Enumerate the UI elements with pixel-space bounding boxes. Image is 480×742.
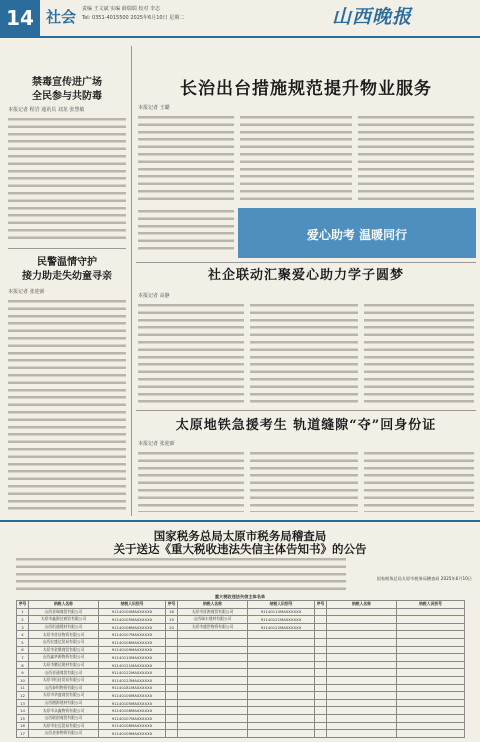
cell-name (178, 631, 248, 639)
cell-seq (315, 646, 327, 654)
cell-id (397, 616, 465, 624)
cell-seq (315, 654, 327, 662)
cell-name: 山西晋瑞商贸有限公司 (29, 608, 99, 616)
main1-col3 (358, 114, 474, 202)
cell-name: 太原市金鼎商贸有限公司 (29, 646, 99, 654)
cell-name: 山西鑫华源物资有限公司 (29, 654, 99, 662)
cell-id: 91140181MA0XXXXX (99, 684, 166, 692)
header-name: 纳税人名称 (178, 601, 248, 609)
cell-seq (315, 623, 327, 631)
cell-seq (315, 638, 327, 646)
cell-seq: 7 (17, 654, 29, 662)
cell-seq (166, 669, 178, 677)
left2-byline: 本报记者 张迎新 (8, 289, 45, 295)
cell-seq (315, 714, 327, 722)
cell-name: 太原市腾达建材有限公司 (29, 661, 99, 669)
cell-seq (166, 692, 178, 700)
cell-seq (166, 661, 178, 669)
cell-seq (315, 699, 327, 707)
cell-id: 91140107MA0XXXXX (99, 714, 166, 722)
cell-seq (315, 684, 327, 692)
cell-id: 91140108MA0XXXXX (99, 722, 166, 730)
cell-name (327, 707, 397, 715)
cell-seq (166, 676, 178, 684)
cell-seq: 8 (17, 661, 29, 669)
cell-id (248, 646, 315, 654)
table-row (17, 669, 465, 677)
cell-name (178, 699, 248, 707)
cell-seq (166, 714, 178, 722)
left2-headline (8, 256, 126, 284)
cell-seq: 17 (17, 730, 29, 738)
photo-banner (238, 208, 476, 258)
cell-name: 太原市众鑫物资有限公司 (29, 707, 99, 715)
cell-name (178, 661, 248, 669)
cell-name: 太原市华盛商贸有限公司 (29, 692, 99, 700)
main3-col2 (250, 450, 358, 512)
cell-name (327, 722, 397, 730)
cell-id (248, 722, 315, 730)
cell-id: 91140105MA0XXXXX (99, 699, 166, 707)
cell-name (327, 692, 397, 700)
notice-body (16, 556, 346, 592)
cell-seq (315, 631, 327, 639)
cell-seq: 18 (166, 608, 178, 616)
table-row (17, 623, 465, 631)
cell-id (397, 707, 465, 715)
hotline-date: Tel: 0351-4015500 2025年6月10日 星期二 (82, 15, 185, 21)
main1-col1 (138, 114, 234, 202)
cell-seq: 10 (17, 676, 29, 684)
cell-name (327, 654, 397, 662)
table-header-row (17, 601, 465, 609)
cell-id: 91140108MA0XXXXX (99, 638, 166, 646)
cell-name (178, 684, 248, 692)
cell-seq (315, 722, 327, 730)
main-divider-1 (136, 262, 476, 263)
table-row (17, 699, 465, 707)
cell-id (248, 714, 315, 722)
cell-id: 91140109MA0XXXXX (99, 646, 166, 654)
notice-title-2: 关于送达《重大税收违法失信主体告知书》的公告 (113, 542, 367, 556)
column-separator (131, 46, 132, 516)
table-row (17, 608, 465, 616)
notice-table (16, 600, 465, 738)
table-body (17, 608, 465, 737)
section-name: 社会 (46, 8, 77, 26)
masthead-rule (0, 36, 480, 38)
cell-name (178, 714, 248, 722)
table-row (17, 676, 465, 684)
main2-col3 (364, 302, 474, 404)
cell-id (397, 669, 465, 677)
left-divider (8, 248, 126, 249)
cell-seq (166, 684, 178, 692)
cell-seq (166, 699, 178, 707)
cell-seq: 9 (17, 669, 29, 677)
left2-title-line1: 民警温情守护 (37, 257, 97, 268)
cell-name: 山西宏盛达贸易有限公司 (29, 638, 99, 646)
cell-name: 太原市晋源商贸有限公司 (178, 608, 248, 616)
editor-credits: 责编 王文斌 实编 薛瑞瑞 校对 李志 (82, 6, 160, 12)
cell-name: 太原市恒昌贸易有限公司 (29, 676, 99, 684)
cell-name: 太原市晋昌物资有限公司 (29, 631, 99, 639)
cell-seq (166, 631, 178, 639)
cell-name (327, 684, 397, 692)
cell-seq: 11 (17, 684, 29, 692)
cell-seq (315, 616, 327, 624)
cell-seq (166, 722, 178, 730)
table-row (17, 730, 465, 738)
cell-name (178, 646, 248, 654)
cell-seq (315, 730, 327, 738)
cell-id (397, 714, 465, 722)
cell-seq: 13 (17, 699, 29, 707)
cell-name (327, 661, 397, 669)
cell-name (178, 692, 248, 700)
cell-id (248, 692, 315, 700)
table-row (17, 654, 465, 662)
cell-id (397, 722, 465, 730)
cell-seq (166, 646, 178, 654)
cell-seq (315, 661, 327, 669)
cell-id (397, 684, 465, 692)
cell-id: 91140100MA0XXXXX (99, 692, 166, 700)
cell-name: 山西泰和物资有限公司 (29, 684, 99, 692)
cell-seq: 14 (17, 707, 29, 715)
cell-seq: 19 (166, 616, 178, 624)
cell-name (327, 669, 397, 677)
cell-seq: 6 (17, 646, 29, 654)
cell-seq: 16 (17, 722, 29, 730)
cell-id: 91140109MA0XXXXX (99, 730, 166, 738)
table-row (17, 646, 465, 654)
notice-footer: 国家税务总局太原市税务局稽查局 2025年6月10日 (376, 576, 472, 581)
table-row (17, 692, 465, 700)
cell-id (248, 654, 315, 662)
cell-id: 91140121MA0XXXXX (99, 661, 166, 669)
cell-name (178, 638, 248, 646)
cell-id: 91140106MA0XXXXX (99, 623, 166, 631)
cell-name: 太原市盛世物资有限公司 (178, 623, 248, 631)
cell-seq (166, 654, 178, 662)
cell-id (248, 661, 315, 669)
header-seq: 序号 (17, 601, 29, 609)
notice-title-1: 国家税务总局太原市税务局稽查局 (153, 529, 327, 543)
header-seq: 序号 (315, 601, 327, 609)
cell-seq (315, 707, 327, 715)
main2-byline: 本报记者 高静 (138, 293, 170, 299)
cell-id (397, 623, 465, 631)
cell-name (327, 676, 397, 684)
header-id: 纳税人识别号 (397, 601, 465, 609)
newspaper-logo: 山西晚报 (332, 6, 413, 28)
left1-title-line1: 禁毒宣传进广场 (32, 77, 102, 88)
cell-id (248, 699, 315, 707)
cell-id: 91140107MA0XXXXX (99, 631, 166, 639)
cell-name (327, 714, 397, 722)
main1-headline: 长治出台措施规范提升物业服务 (180, 79, 432, 99)
cell-name (327, 616, 397, 624)
left2-title-line2: 接力助走失幼童寻亲 (22, 271, 112, 282)
cell-id (248, 684, 315, 692)
cell-id (397, 638, 465, 646)
cell-id (248, 676, 315, 684)
cell-id (397, 692, 465, 700)
cell-name: 山西联创商贸有限公司 (29, 714, 99, 722)
cell-seq (315, 676, 327, 684)
cell-id: 91140106MA0XXXXX (99, 707, 166, 715)
cell-name (327, 699, 397, 707)
cell-name: 太原市鑫源达商贸有限公司 (29, 616, 99, 624)
cell-seq: 20 (166, 623, 178, 631)
cell-id (397, 608, 465, 616)
table-caption: 重大税收违法失信主体名单 (214, 594, 266, 599)
main2-col2 (250, 302, 358, 404)
header-name: 纳税人名称 (29, 601, 99, 609)
cell-id: 91140105MA0XXXXX (99, 616, 166, 624)
left1-title-line2: 全民参与共防毒 (32, 91, 102, 102)
table-row (17, 661, 465, 669)
main3-col3 (364, 450, 474, 512)
cell-name (327, 638, 397, 646)
cell-id: 91140121MA0XXXXX (248, 616, 315, 624)
cell-seq: 12 (17, 692, 29, 700)
main1-col2 (240, 114, 352, 202)
cell-name (327, 623, 397, 631)
cell-name: 山西恒通建材有限公司 (29, 623, 99, 631)
cell-name (327, 646, 397, 654)
cell-name (178, 707, 248, 715)
cell-name (178, 669, 248, 677)
table-row (17, 684, 465, 692)
cell-name: 山西晋通商贸有限公司 (29, 669, 99, 677)
notice-rule (0, 520, 480, 522)
left1-byline: 本报记者 程岩 通讯员 刘龙 张慧敏 (8, 107, 85, 113)
cell-id (248, 631, 315, 639)
header-name: 纳税人名称 (327, 601, 397, 609)
cell-seq (315, 669, 327, 677)
cell-seq: 4 (17, 631, 29, 639)
header-id: 纳税人识别号 (99, 601, 166, 609)
main2-col1 (138, 302, 244, 404)
photo-label: 爱心助考 温暖同行 (306, 228, 408, 242)
left2-body (8, 298, 126, 512)
header-seq: 序号 (166, 601, 178, 609)
cell-seq (166, 638, 178, 646)
cell-name: 山西德源建材有限公司 (29, 699, 99, 707)
cell-name (327, 730, 397, 738)
table-row (17, 722, 465, 730)
cell-id: 91140122MA0XXXXX (248, 623, 315, 631)
cell-id (397, 661, 465, 669)
main3-col1 (138, 450, 244, 512)
cell-id (397, 654, 465, 662)
cell-seq (166, 730, 178, 738)
cell-id: 91140122MA0XXXXX (99, 669, 166, 677)
cell-name (327, 631, 397, 639)
cell-name (178, 654, 248, 662)
cell-seq: 2 (17, 616, 29, 624)
cell-id (397, 646, 465, 654)
cell-id: 91140123MA0XXXXX (99, 676, 166, 684)
cell-id: 91140100MA0XXXXX (99, 608, 166, 616)
cell-id (397, 631, 465, 639)
main3-byline: 本报记者 张迎新 (138, 441, 175, 447)
cell-id (248, 669, 315, 677)
cell-seq (315, 608, 327, 616)
main-divider-2 (136, 410, 476, 411)
main3-headline: 太原地铁急援考生 轨道缝隙“夺”回身份证 (175, 418, 437, 433)
cell-id (397, 730, 465, 738)
main1-col1-cont (138, 208, 234, 254)
cell-name: 山西瑞丰建材有限公司 (178, 616, 248, 624)
cell-id (248, 730, 315, 738)
cell-seq (315, 692, 327, 700)
left1-body (8, 116, 126, 242)
main2-headline: 社企联动汇聚爱心助力学子圆梦 (207, 268, 404, 283)
cell-id (397, 699, 465, 707)
cell-id: 91140110MA0XXXXX (99, 654, 166, 662)
cell-id (397, 676, 465, 684)
table-row (17, 616, 465, 624)
cell-id (248, 707, 315, 715)
cell-id (248, 638, 315, 646)
cell-seq (166, 707, 178, 715)
cell-name: 山西金泰物资有限公司 (29, 730, 99, 738)
left1-headline (8, 76, 126, 104)
cell-name (178, 722, 248, 730)
header-id: 纳税人识别号 (248, 601, 315, 609)
table-row (17, 638, 465, 646)
main1-byline: 本报记者 王璐 (138, 105, 170, 111)
page-number: 14 (0, 0, 40, 36)
cell-seq: 5 (17, 638, 29, 646)
cell-name (327, 608, 397, 616)
cell-seq: 3 (17, 623, 29, 631)
table-row (17, 714, 465, 722)
table-row (17, 631, 465, 639)
cell-id: 91140110MA0XXXXX (248, 608, 315, 616)
table-row (17, 707, 465, 715)
cell-name (178, 676, 248, 684)
cell-seq: 1 (17, 608, 29, 616)
cell-name: 太原市宏远贸易有限公司 (29, 722, 99, 730)
cell-name (178, 730, 248, 738)
cell-seq: 15 (17, 714, 29, 722)
